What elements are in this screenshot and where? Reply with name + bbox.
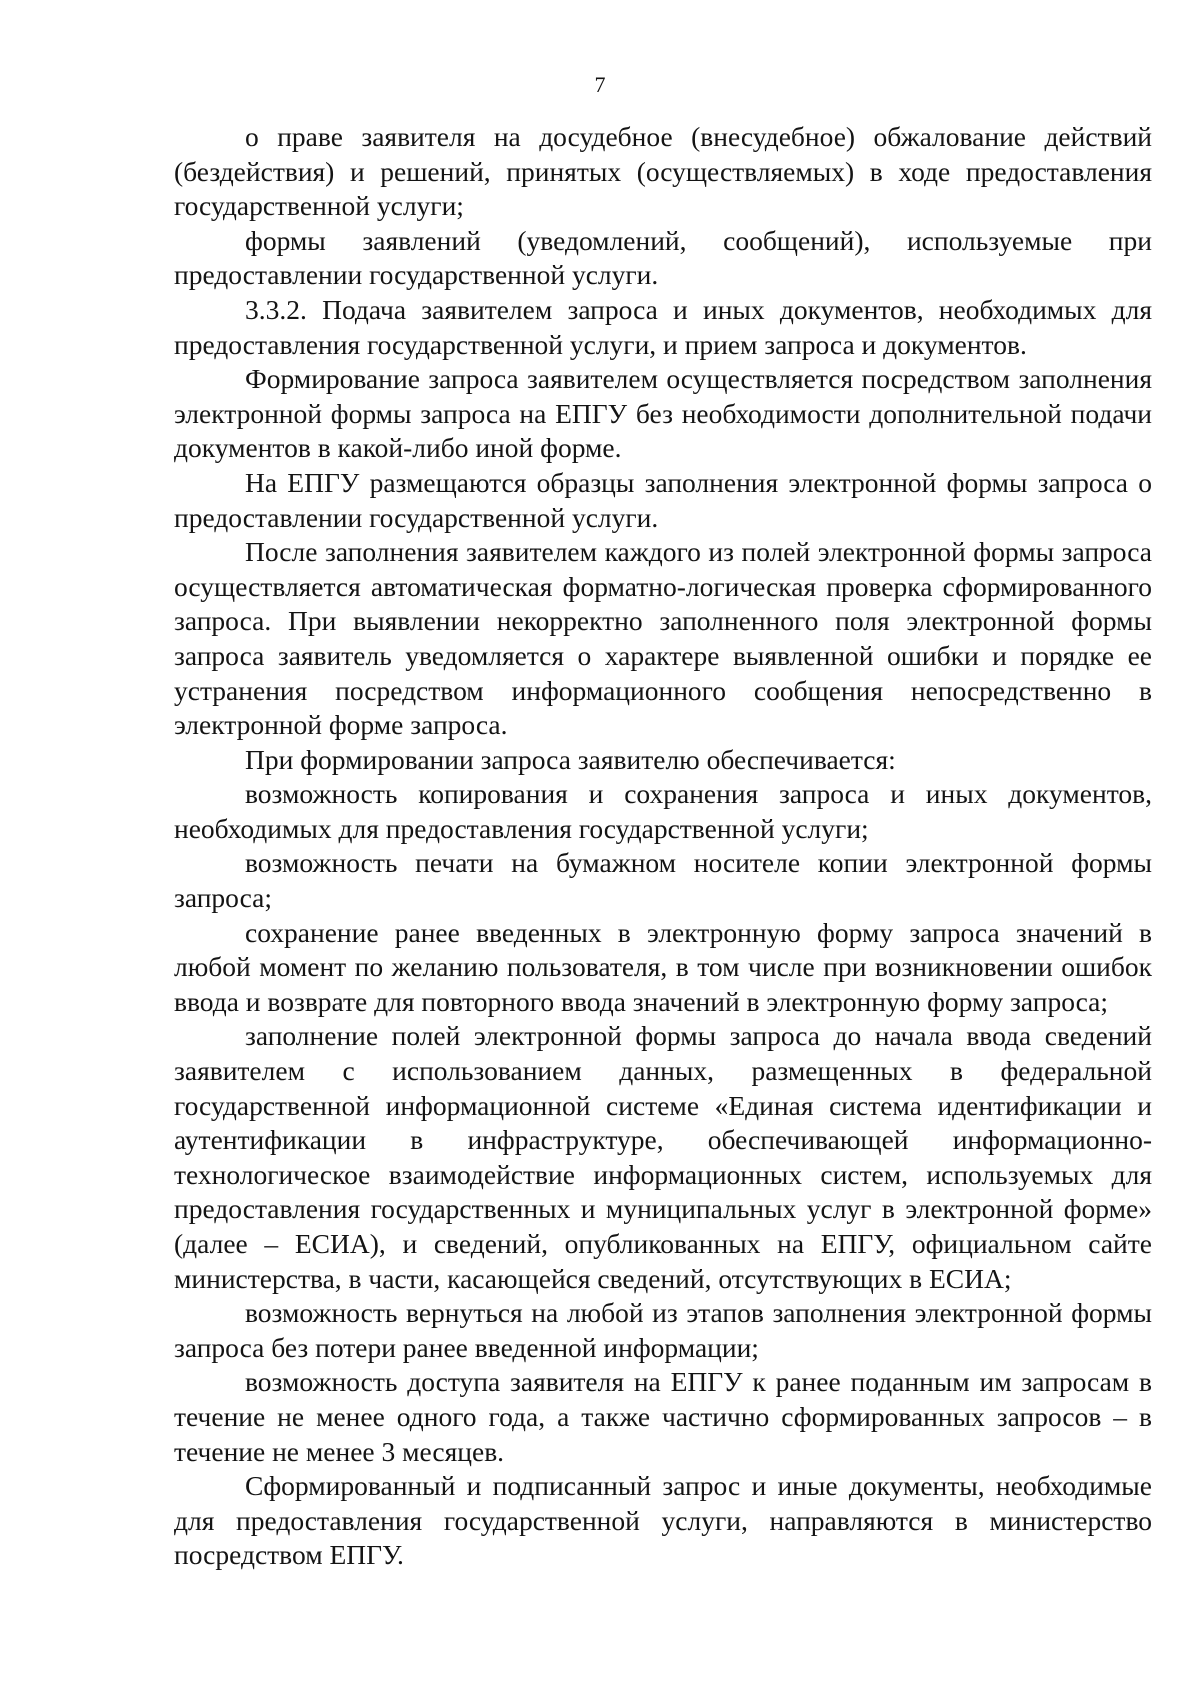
list-item-print: возможность печати на бумажном носителе копии электронной формы запроса; (174, 847, 1152, 914)
paragraph-format-check: После заполнения заявителем каждого из полей электронной формы запроса осуществляется автоматическая форматно-логическая проверка сформированного запроса. При выявлении некорректно заполненного поля электронной формы запроса заявитель уведомляется о характере выявленной ошибки и порядке ее устранения посредством информационного сообщения непосредственно в электронной форме запроса. (174, 536, 1152, 741)
list-item-return-to-step: возможность вернуться на любой из этапов заполнения электронной формы запроса без потери ранее введенной информации; (174, 1297, 1152, 1363)
paragraph-section-3-3-2: 3.3.2. Подача заявителем запроса и иных документов, необходимых для предоставления государственной услуги, и прием запроса и документов. (174, 293, 1152, 360)
paragraph-submission: Сформированный и подписанный запрос и иные документы, необходимые для предоставления государственной услуги, направляются в министерство посредством ЕПГУ. (174, 1470, 1152, 1571)
list-item-esia-prefill: заполнение полей электронной формы запроса до начала ввода сведений заявителем с использованием данных, размещенных в федеральной государственной информационной системе «Единая система идентификации и аутентификации в инфраструктуре, обеспечивающей информационно-технологическое взаимодействие информационных систем, используемых для предоставления государственных и муниципальных услуг в электронной форме» (далее – ЕСИА), и сведений, опубликованных на ЕПГУ, официальном сайте министерства, в части, касающейся сведений, отсутствующих в ЕСИА; (174, 1020, 1152, 1294)
paragraph-provided-features: При формировании запроса заявителю обеспечивается: (245, 743, 896, 775)
paragraph-application-forms: формы заявлений (уведомлений, сообщений), используемые при предоставлении государственной услуги. (174, 224, 1152, 291)
paragraph-request-formation: Формирование запроса заявителем осуществляется посредством заполнения электронной формы запроса на ЕПГУ без необходимости дополнительной подачи документов в какой-либо иной форме. (174, 363, 1152, 464)
list-item-access-requests: возможность доступа заявителя на ЕПГУ к ранее поданным им запросам в течение не менее одного года, а также частично сформированных запросов – в течение не менее 3 месяцев. (174, 1366, 1152, 1467)
paragraph-appeal-right: о праве заявителя на досудебное (внесудебное) обжалование действий (бездействия) и решений, принятых (осуществляемых) в ходе предоставления государственной услуги; (174, 121, 1152, 222)
document-body (174, 120, 1152, 1573)
list-item-copy-save: возможность копирования и сохранения запроса и иных документов, необходимых для предоставления государственной услуги; (174, 778, 1152, 844)
paragraph-form-samples: На ЕПГУ размещаются образцы заполнения электронной формы запроса о предоставлении государственной услуги. (174, 466, 1152, 533)
page-number: 7 (594, 72, 606, 97)
list-item-save-values: сохранение ранее введенных в электронную форму запроса значений в любой момент по желанию пользователя, в том числе при возникновении ошибок ввода и возврате для повторного ввода значений в электронную форму запроса; (174, 916, 1152, 1017)
